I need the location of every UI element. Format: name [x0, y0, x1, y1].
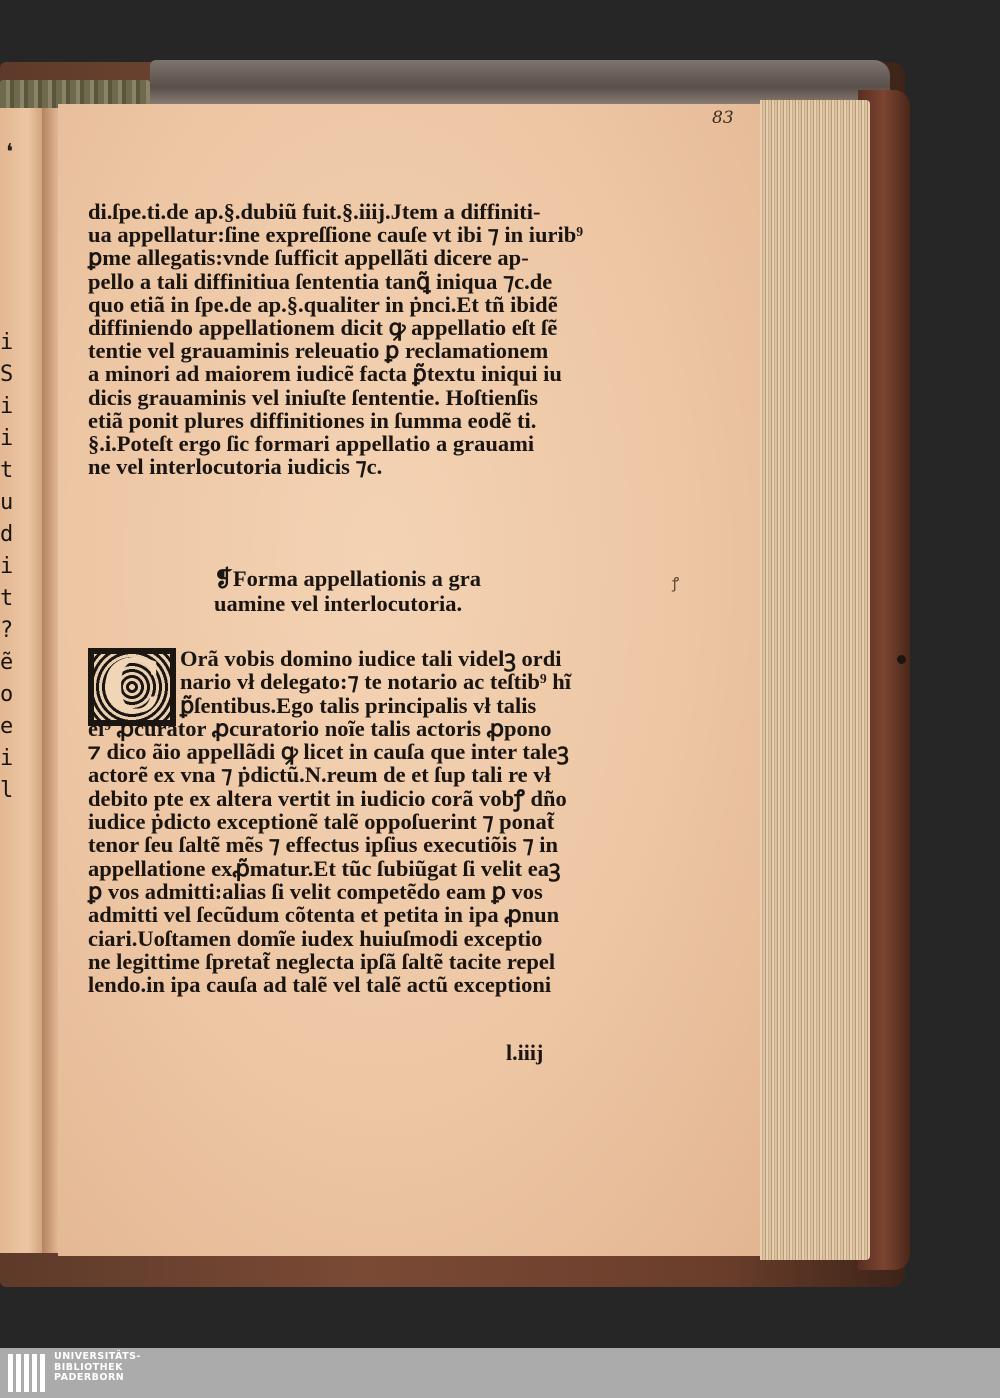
margin-glyph: ẽ — [0, 650, 14, 675]
margin-glyph: e — [0, 714, 14, 739]
paragraph-1 — [88, 200, 583, 478]
library-logo-icon — [8, 1354, 48, 1392]
text-line: di.ſpe.ti.de ap.§.dubiũ fuit.§.iiij.Jtem a diffiniti- — [88, 199, 541, 224]
section-heading — [214, 566, 481, 616]
text-line: lendo.in ipa cauſa ad talẽ vel talẽ actũ exceptioni — [88, 972, 552, 998]
book-headband — [150, 60, 890, 105]
margin-glyph: i — [0, 426, 14, 451]
text-line: etiã ponit plures diffinitiones in ſumma eodẽ ti. — [88, 407, 537, 433]
folio-number: 83 — [712, 108, 734, 128]
text-line: tentie vel grauaminis releuatio ꝑ reclamationem — [88, 338, 549, 364]
text-line: a minori ad maiorem iudicẽ facta ꝑ̃textu iniqui iu — [88, 361, 562, 387]
text-line: ne legittime ſpretat̃ neglecta ipſã ſaltẽ tacite repel — [88, 948, 556, 974]
margin-glyph: S — [0, 362, 14, 387]
text-line: ꝑme allegatis:vnde ſufficit appellãti dicere ap- — [88, 245, 529, 271]
text-line: ua appellatur:ſine expreſſione cauſe vt ibi ⁊ in iurib⁹ — [88, 222, 584, 248]
text-line: tenor ſeu ſaltẽ mẽs ⁊ effectus ipſius executiõis ⁊ in — [88, 832, 559, 858]
margin-glyph: i — [0, 394, 14, 419]
text-line: diffiniendo appellationem dicit ꝙ appellatio eſt ſẽ — [88, 315, 558, 341]
library-logo-text — [54, 1352, 141, 1384]
initial-letter: C — [102, 644, 162, 730]
text-line: ⁊ dico ãio appellãdi ꝙ licet in cauſa que inter taleꝫ — [88, 739, 569, 765]
signature-mark: l.iiij — [506, 1040, 544, 1065]
logo-line: PADERBORN — [54, 1372, 125, 1383]
text-line: ꝑ̃ſentibus.Ego talis principalis vł talis — [180, 692, 537, 718]
margin-glyph: i — [0, 554, 14, 579]
text-line: appellatione exꝓ̃matur.Et tũc ſubiũgat ſi velit eaꝫ — [88, 855, 561, 881]
verso-text-fragment — [0, 135, 14, 803]
margin-glyph: ? — [0, 618, 14, 643]
text-line: uamine vel interlocutoria. — [214, 591, 463, 616]
margin-glyph: i — [0, 330, 14, 355]
text-line: dicis grauaminis vel iniuſte ſententie. Hoſtienſis — [88, 384, 538, 410]
margin-glyph: t — [0, 458, 14, 483]
margin-glyph: o — [0, 682, 14, 707]
text-line: debito pte ex altera vertit in iudicio corã vobꝭ dño — [88, 785, 567, 811]
logo-line: UNIVERSITÄTS- — [54, 1351, 141, 1362]
text-line: pello a tali diffinitiua ſententia tanꝗ̃ iniqua ⁊c.de — [88, 268, 553, 294]
paper-speck: ꝭ — [672, 574, 680, 592]
paragraph-2 — [88, 647, 571, 996]
margin-glyph: t — [0, 586, 14, 611]
verso-mark: ❛ — [6, 140, 14, 165]
worm-hole — [897, 655, 906, 664]
text-line: quo etiã in ſpe.de ap.§.qualiter in ṗnci.Et tñ ibidẽ — [88, 291, 558, 317]
text-line: ne vel interlocutoria iudicis ⁊c. — [88, 454, 383, 480]
text-line: §.i.Poteſt ergo ſic formari appellatio a grauami — [88, 431, 535, 457]
text-line: ꝑ vos admitti:alias ſi velit competẽdo eam ꝑ vos — [88, 878, 543, 904]
text-line: nario vł delegato:⁊ te notario ac teſtib⁹ hĩ — [180, 669, 571, 695]
library-footer — [0, 1348, 1000, 1398]
margin-glyph: i — [0, 746, 14, 771]
text-line: ciari.Uoſtamen domĩe iudex huiuſmodi exceptio — [88, 925, 543, 951]
margin-glyph: d — [0, 522, 14, 547]
margin-glyph: l — [0, 778, 14, 803]
page-edges — [760, 100, 870, 1260]
text-line: Orã vobis domino iudice tali videlꝫ ordi — [180, 646, 562, 671]
logo-line: BIBLIOTHEK — [54, 1361, 123, 1373]
text-line: iudice ṗdicto exceptionẽ talẽ oppoſuerint ⁊ ponat̃ — [88, 809, 555, 835]
text-line: ❡Forma appellationis a gra — [214, 566, 481, 591]
text-line: ei⁹ ꝓcurator ꝓcuratorio noĩe talis actoris ꝓpono — [88, 715, 552, 741]
text-line: actorẽ ex vna ⁊ ṗdictũ.N.reum de et ſup tali re vł — [88, 762, 551, 788]
text-line: admitti vel ſecũdum cõtenta et petita in ipa ꝓnun — [88, 902, 560, 928]
margin-glyph: u — [0, 490, 14, 515]
